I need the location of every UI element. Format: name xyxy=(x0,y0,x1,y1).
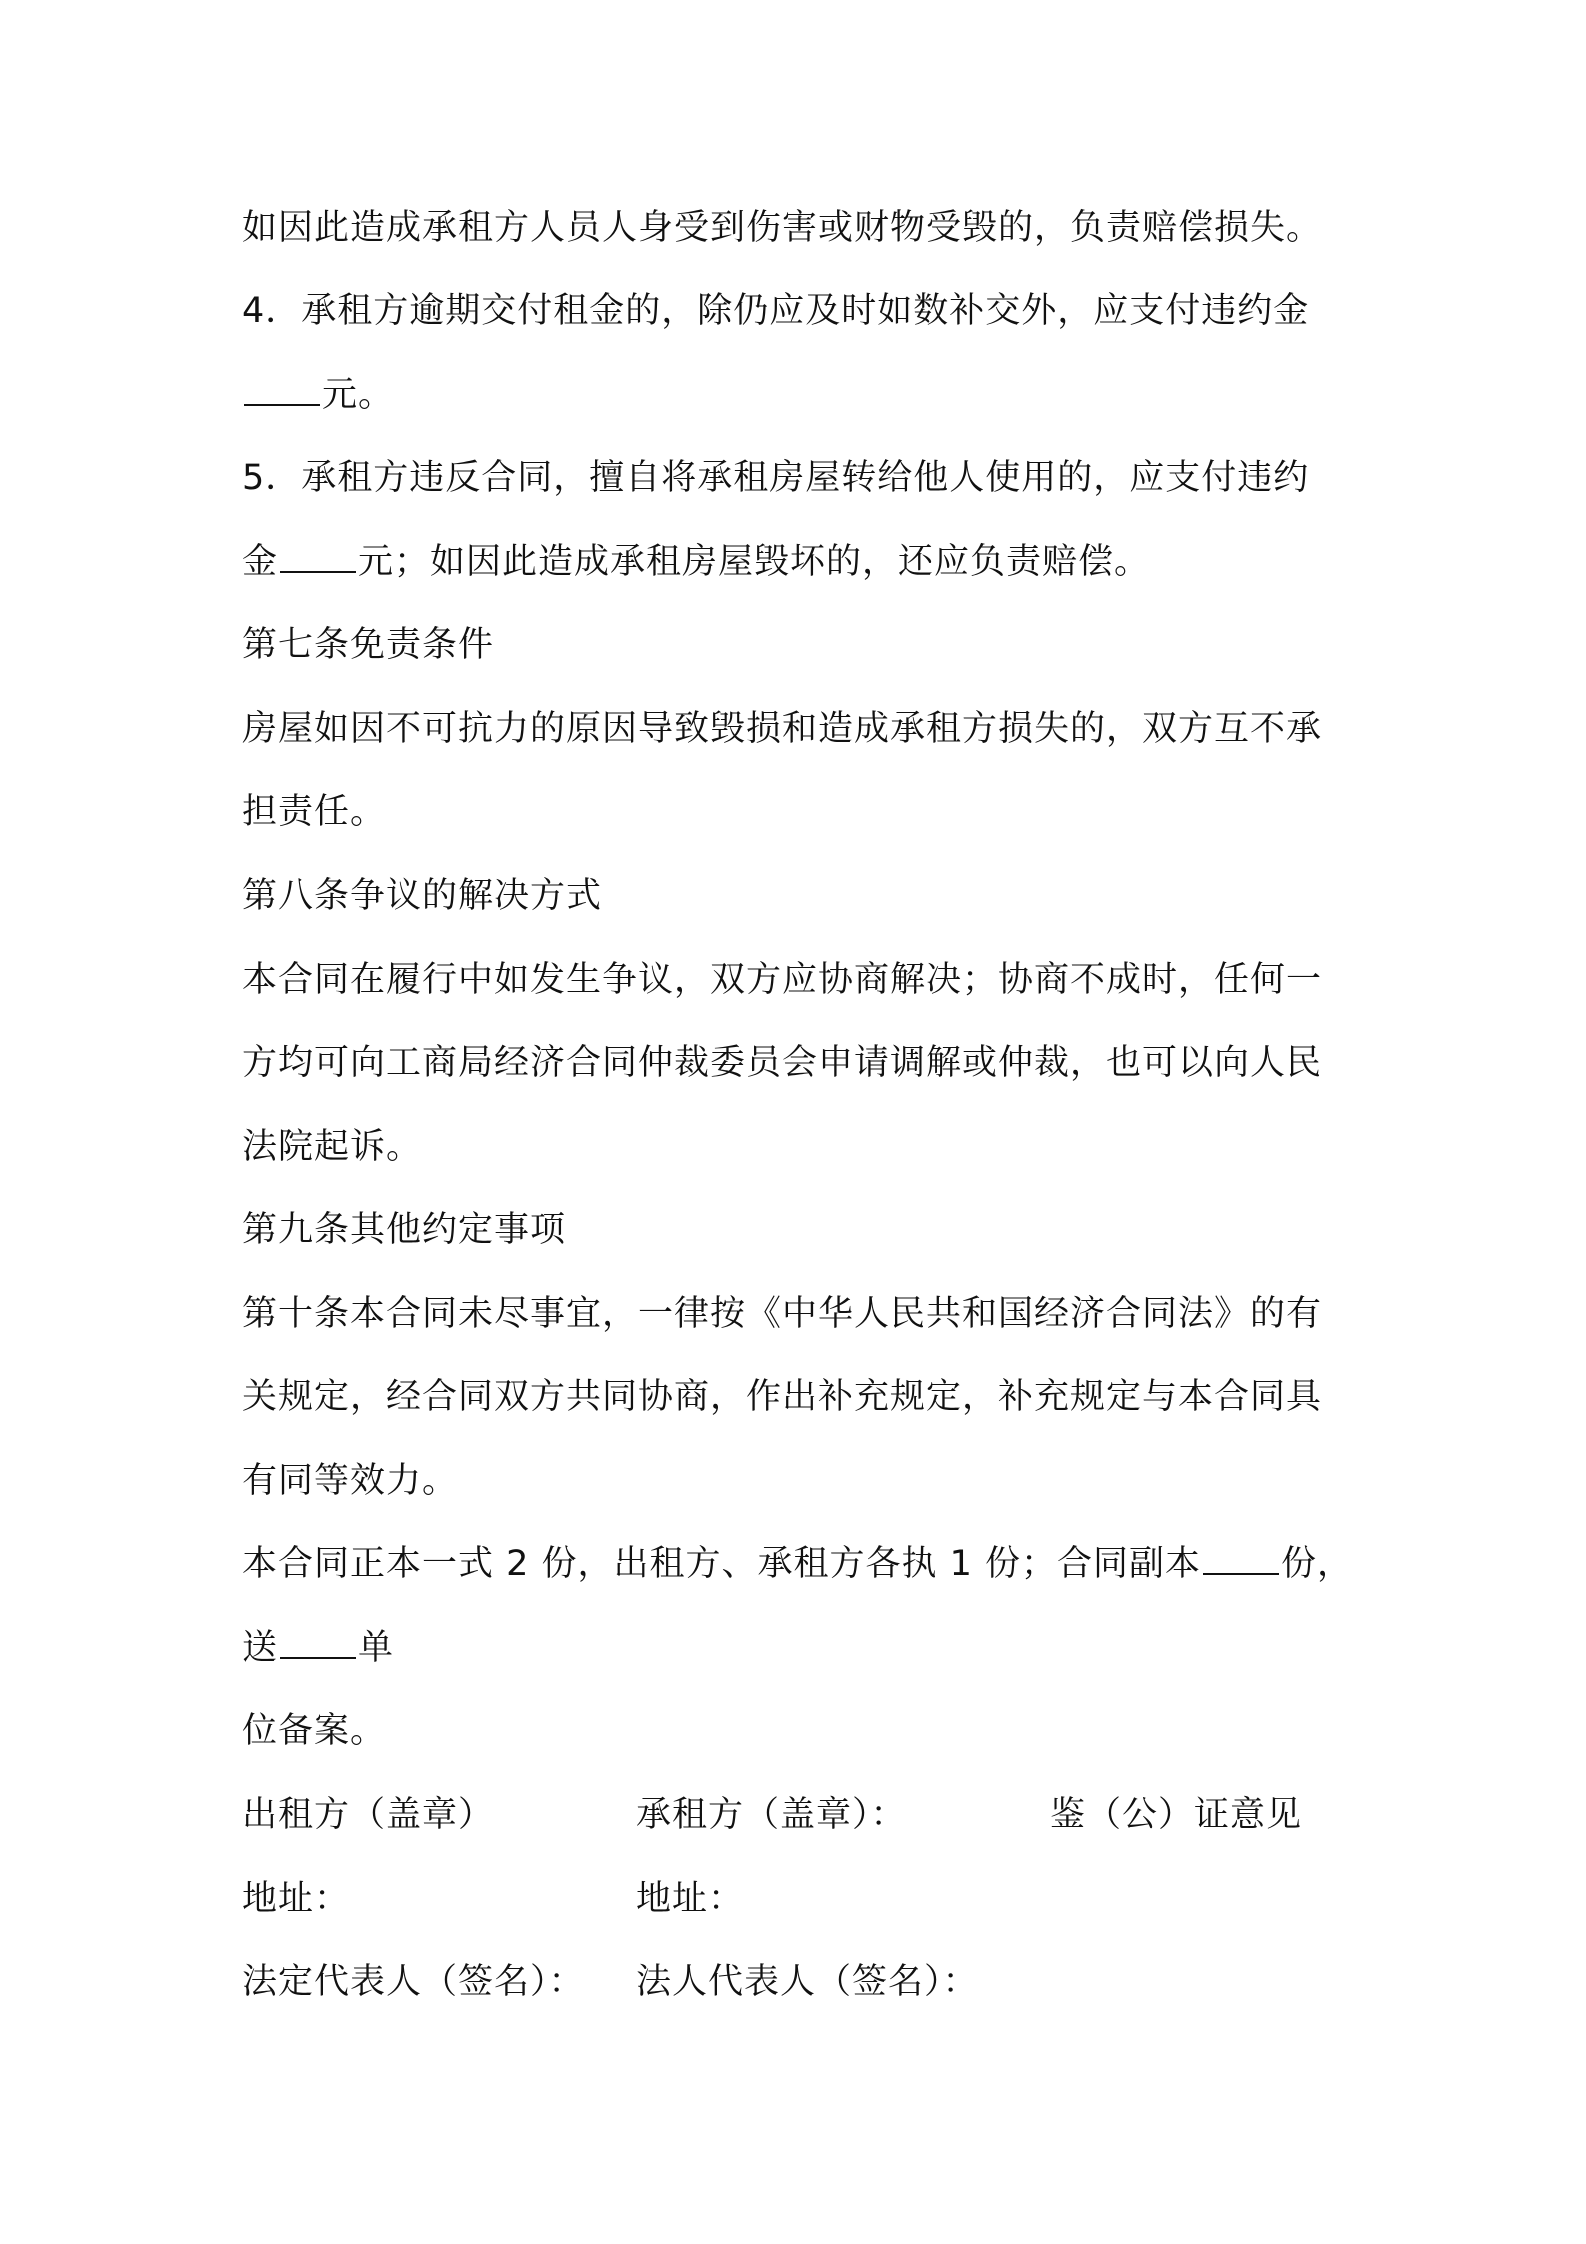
lessee-seal-label: 承租方（盖章）： xyxy=(636,1795,907,1835)
article-8-title: 第八条争议的解决方式 xyxy=(242,876,603,916)
lessee-representative-label: 法人代表人（签名）： xyxy=(636,1962,979,2002)
copies-line-1 xyxy=(242,1541,1362,1587)
lessor-address-label: 地址： xyxy=(242,1879,351,1919)
notary-opinion-label: 鉴（公）证意见 xyxy=(1050,1795,1303,1835)
article-10-line-1: 第十条本合同未尽事宜，一律按《中华人民共和国经济合同法》的有 xyxy=(242,1294,1323,1334)
copies-line-3: 位备案。 xyxy=(242,1711,387,1751)
article-9-title: 第九条其他约定事项 xyxy=(242,1210,567,1250)
clause-5-suffix: 元；如因此造成承租房屋毁坏的，还应负责赔偿。 xyxy=(358,542,1151,582)
clause-4-line-2 xyxy=(242,372,1362,418)
penalty-amount-blank xyxy=(244,374,320,406)
lessor-representative-label: 法定代表人（签名）： xyxy=(242,1962,585,2002)
lessor-seal-label: 出租方（盖章） xyxy=(242,1795,495,1835)
duplicate-count-blank xyxy=(1203,1543,1279,1575)
liability-clause-continuation: 如因此造成承租方人员人身受到伤害或财物受毁的，负责赔偿损失。 xyxy=(242,208,1323,248)
article-8-line-1: 本合同在履行中如发生争议，双方应协商解决；协商不成时，任何一 xyxy=(242,960,1323,1000)
copies-text: 本合同正本一式 2 份，出租方、承租方各执 1 份；合同副本 xyxy=(242,1544,1202,1584)
article-7-line-2: 担责任。 xyxy=(242,792,387,832)
article-10-line-3: 有同等效力。 xyxy=(242,1461,459,1501)
article-7-title: 第七条免责条件 xyxy=(242,625,495,665)
article-8-line-2: 方均可向工商局经济合同仲裁委员会申请调解或仲裁，也可以向人民 xyxy=(242,1043,1323,1083)
copies-suffix: 份， xyxy=(1281,1544,1354,1584)
send-prefix: 送 xyxy=(242,1628,279,1668)
clause-5-line-2 xyxy=(242,539,1362,585)
clause-5-prefix: 金 xyxy=(242,542,279,582)
clause-5-line-1: 5．承租方违反合同，擅自将承租房屋转给他人使用的，应支付违约 xyxy=(242,458,1310,498)
article-7-line-1: 房屋如因不可抗力的原因导致毁损和造成承租方损失的，双方互不承 xyxy=(242,709,1323,749)
article-8-line-3: 法院起诉。 xyxy=(242,1127,423,1167)
unit-suffix: 单 xyxy=(358,1628,395,1668)
article-10-line-2: 关规定，经合同双方共同协商，作出补充规定，补充规定与本合同具 xyxy=(242,1377,1323,1417)
filing-unit-blank xyxy=(280,1627,356,1659)
lessee-address-label: 地址： xyxy=(636,1879,745,1919)
sublease-penalty-blank xyxy=(280,541,356,573)
clause-4-line-1: 4．承租方逾期交付租金的，除仍应及时如数补交外，应支付违约金 xyxy=(242,291,1310,331)
clause-4-unit: 元。 xyxy=(322,375,395,415)
copies-line-2 xyxy=(242,1625,1362,1671)
